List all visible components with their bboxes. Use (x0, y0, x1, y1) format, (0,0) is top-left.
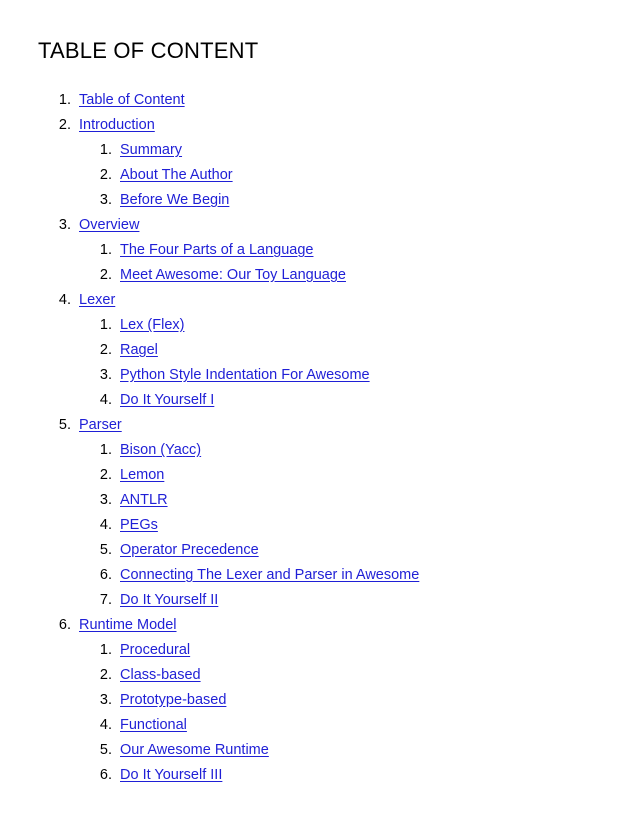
toc-section-link[interactable]: Prototype-based (120, 692, 227, 708)
toc-section-row (0, 513, 638, 538)
toc-section-link[interactable]: PEGs (120, 517, 158, 533)
toc-item-number: 5. (99, 542, 112, 558)
toc-section-row (0, 438, 638, 463)
toc-chapter-row (0, 213, 638, 238)
toc-chapter-row (0, 88, 638, 113)
toc-section-link[interactable]: The Four Parts of a Language (120, 242, 314, 258)
toc-section-row (0, 263, 638, 288)
toc-section-link[interactable]: Ragel (120, 342, 158, 358)
toc-section-link[interactable]: Lex (Flex) (120, 317, 185, 333)
toc-section-row (0, 688, 638, 713)
toc-section-link[interactable]: Bison (Yacc) (120, 442, 202, 458)
toc-section-link[interactable]: Our Awesome Runtime (120, 742, 269, 758)
toc-section-row (0, 763, 638, 788)
toc-section-row (0, 463, 638, 488)
toc-section-link[interactable]: About The Author (120, 167, 233, 183)
toc-chapter-link[interactable]: Lexer (79, 292, 116, 308)
toc-item-number: 1. (99, 642, 112, 658)
page-title: TABLE OF CONTENT (38, 38, 259, 63)
toc-item-number: 7. (99, 592, 112, 608)
toc-section-row (0, 138, 638, 163)
toc-section-row (0, 563, 638, 588)
toc-chapter-link[interactable]: Table of Content (79, 92, 185, 108)
toc-section-row (0, 338, 638, 363)
toc-item-number: 3. (99, 367, 112, 383)
toc-item-number: 4. (58, 292, 71, 308)
toc-chapter-link[interactable]: Runtime Model (79, 617, 177, 633)
toc-item-number: 5. (58, 417, 71, 433)
toc-item-number: 2. (99, 342, 112, 358)
toc-item-number: 3. (99, 692, 112, 708)
toc-item-number: 2. (99, 267, 112, 283)
toc-section-link[interactable]: Meet Awesome: Our Toy Language (120, 267, 346, 283)
toc-chapter-link[interactable]: Introduction (79, 117, 155, 133)
toc-item-number: 3. (99, 492, 112, 508)
toc-section-row (0, 638, 638, 663)
toc-section-row (0, 363, 638, 388)
toc-item-number: 1. (99, 242, 112, 258)
toc-section-link[interactable]: Before We Begin (120, 192, 230, 208)
toc-item-number: 6. (99, 567, 112, 583)
toc-section-row (0, 713, 638, 738)
toc-item-number: 1. (58, 92, 71, 108)
toc-item-number: 6. (58, 617, 71, 633)
toc-chapter-link[interactable]: Parser (79, 417, 122, 433)
toc-section-row (0, 163, 638, 188)
toc-section-link[interactable]: Do It Yourself II (120, 592, 219, 608)
toc-section-row (0, 538, 638, 563)
toc-section-link[interactable]: ANTLR (120, 492, 168, 508)
toc-item-number: 2. (99, 167, 112, 183)
toc-item-number: 1. (99, 317, 112, 333)
toc-item-number: 4. (99, 517, 112, 533)
toc-section-link[interactable]: Connecting The Lexer and Parser in Awesome (120, 567, 420, 583)
toc-section-row (0, 663, 638, 688)
toc-chapter-row (0, 613, 638, 638)
toc-section-link[interactable]: Procedural (120, 642, 191, 658)
toc-section-row (0, 238, 638, 263)
toc-section-row (0, 488, 638, 513)
toc-item-number: 1. (99, 142, 112, 158)
toc-item-number: 3. (99, 192, 112, 208)
toc-section-link[interactable]: Python Style Indentation For Awesome (120, 367, 370, 383)
toc-section-link[interactable]: Do It Yourself I (120, 392, 215, 408)
toc-section-link[interactable]: Operator Precedence (120, 542, 259, 558)
toc-section-link[interactable]: Do It Yourself III (120, 767, 223, 783)
toc-chapter-row (0, 113, 638, 138)
toc-item-number: 2. (99, 667, 112, 683)
toc-item-number: 4. (99, 392, 112, 408)
toc-item-number: 2. (99, 467, 112, 483)
toc-section-row (0, 188, 638, 213)
toc-section-link[interactable]: Class-based (120, 667, 201, 683)
toc-section-row (0, 588, 638, 613)
toc-section-link[interactable]: Lemon (120, 467, 165, 483)
toc-section-link[interactable]: Functional (120, 717, 187, 733)
table-of-contents (0, 88, 638, 788)
toc-item-number: 4. (99, 717, 112, 733)
toc-section-row (0, 388, 638, 413)
toc-section-row (0, 738, 638, 763)
toc-item-number: 3. (58, 217, 71, 233)
toc-chapter-link[interactable]: Overview (79, 217, 140, 233)
toc-chapter-row (0, 413, 638, 438)
toc-item-number: 6. (99, 767, 112, 783)
toc-item-number: 2. (58, 117, 71, 133)
toc-chapter-row (0, 288, 638, 313)
toc-item-number: 1. (99, 442, 112, 458)
toc-section-row (0, 313, 638, 338)
toc-section-link[interactable]: Summary (120, 142, 183, 158)
toc-item-number: 5. (99, 742, 112, 758)
